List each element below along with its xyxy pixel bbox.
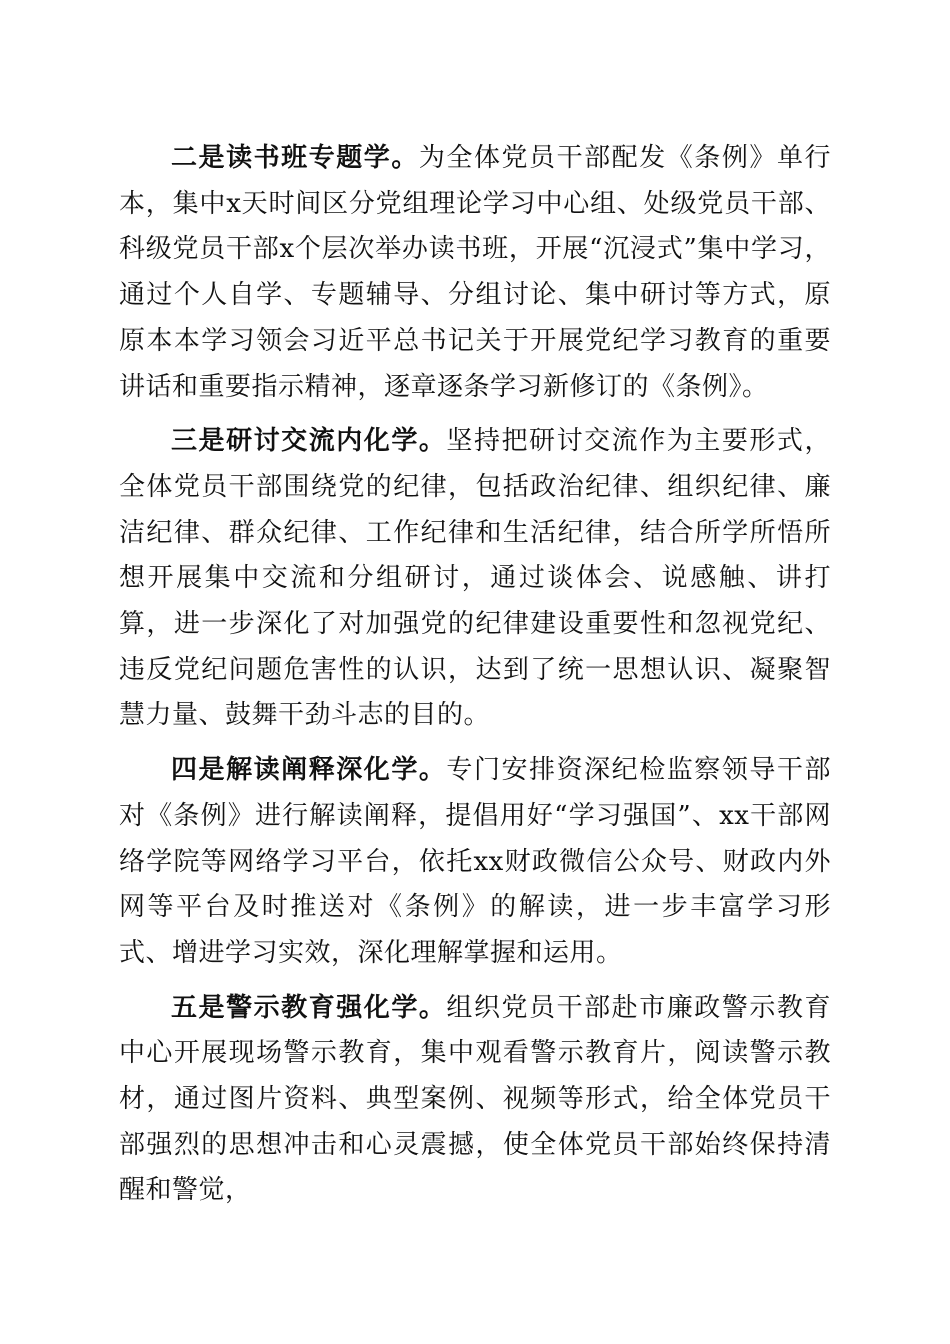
paragraph-text: 专门安排资深纪检监察领导干部对《条例》进行解读阐释，提倡用好“学习强国”、xx干部网络学院等网络学习平台，依托xx财政微信公众号、财政内外网等平台及时推送对《条例》的解读，进一步丰富学习形式、增进学习实效，深化理解掌握和运用。 <box>119 755 831 968</box>
paragraph-lead: 三是研讨交流内化学。 <box>171 426 447 457</box>
paragraph-lead: 五是警示教育强化学。 <box>171 992 447 1023</box>
paragraph-reading-class <box>119 136 831 410</box>
paragraph-lead: 四是解读阐释深化学。 <box>171 755 447 786</box>
paragraph-discussion-exchange <box>119 419 831 739</box>
document-body <box>119 136 831 1223</box>
paragraph-interpretation <box>119 748 831 977</box>
paragraph-text: 坚持把研讨交流作为主要形式，全体党员干部围绕党的纪律，包括政治纪律、组织纪律、廉洁纪律、群众纪律、工作纪律和生活纪律，结合所学所悟所想开展集中交流和分组研讨，通过谈体会、说感触、讲打算，进一步深化了对加强党的纪律建设重要性和忽视党纪、违反党纪问题危害性的认识，达到了统一思想认识、凝聚智慧力量、鼓舞干劲斗志的目的。 <box>119 426 831 731</box>
paragraph-lead: 二是读书班专题学。 <box>171 143 419 173</box>
paragraph-text: 组织党员干部赴市廉政警示教育中心开展现场警示教育，集中观看警示教育片，阅读警示教材，通过图片资料、典型案例、视频等形式，给全体党员干部强烈的思想冲击和心灵震撼，使全体党员干部始终保持清醒和警觉， <box>119 992 831 1206</box>
paragraph-warning-education <box>119 986 831 1215</box>
paragraph-text: 为全体党员干部配发《条例》单行本，集中x天时间区分党组理论学习中心组、处级党员干部、科级党员干部x个层次举办读书班，开展“沉浸式”集中学习，通过个人自学、专题辅导、分组讨论、集中研讨等方式，原原本本学习领会习近平总书记关于开展党纪学习教育的重要讲话和重要指示精神，逐章逐条学习新修订的《条例》。 <box>119 143 831 402</box>
